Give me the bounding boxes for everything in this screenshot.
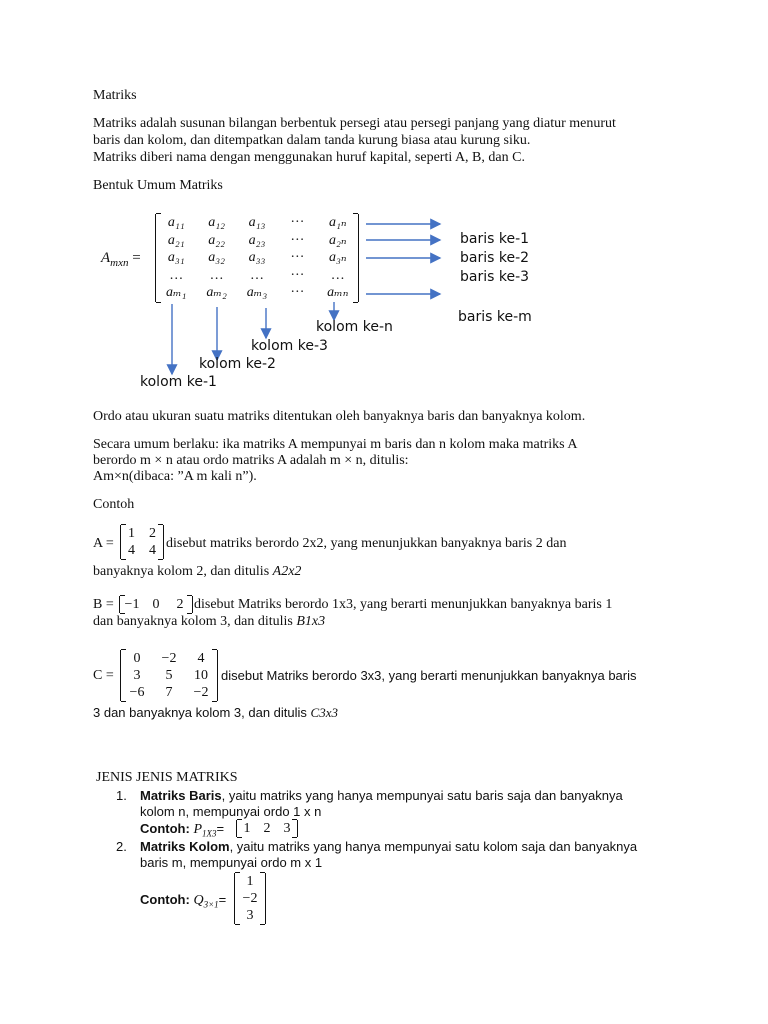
col-label-2: kolom ke-2: [199, 356, 276, 372]
matrix-cell: 1: [246, 874, 254, 889]
example-b-desc-2: dan banyaknya kolom 3, dan ditulis B1x3: [93, 614, 326, 629]
example-c-matrix: [120, 650, 218, 701]
matrix-cell: ···: [290, 232, 305, 248]
matrix-cell: 4: [149, 543, 156, 558]
matrix-cell: …: [169, 267, 184, 283]
matrix-cell: 2: [263, 821, 271, 836]
col-label-n: kolom ke-n: [316, 319, 393, 335]
example-b-desc: disebut Matriks berordo 1x3, yang berarti menunjukkan banyaknya baris 1: [194, 597, 613, 612]
matrix-cell: ···: [290, 250, 305, 265]
matrix-cell: 2: [176, 597, 184, 612]
matrix-cell: aₘ₁: [165, 285, 187, 300]
type-2-line-1: Matriks Kolom, yaitu matriks yang hanya mempunyai satu kolom saja dan banyaknya: [140, 839, 638, 854]
type-1-number: 1.: [116, 788, 127, 803]
matrix-cell: 4: [128, 543, 135, 558]
type-1-line-1: Matriks Baris, yaitu matriks yang hanya mempunyai satu baris saja dan banyaknya: [140, 788, 623, 803]
ordo-text: Ordo atau ukuran suatu matriks ditentukan oleh banyaknya baris dan banyaknya kolom.: [93, 409, 586, 424]
row-label-3: baris ke-3: [460, 269, 530, 285]
matrix-cell: −2: [161, 651, 177, 666]
matrix-cell: a₁₃: [248, 215, 266, 230]
type-2-example: Contoh: $Q_{3\times 1}=$: [140, 892, 227, 910]
col-label-1: kolom ke-1: [140, 374, 217, 390]
example-c-desc: disebut Matriks berordo 3x3, yang berarti menunjukkan banyaknya baris: [221, 668, 637, 683]
matrix-cell: …: [249, 267, 264, 283]
type-1-example: Contoh: $P_{1X3}=$: [140, 821, 225, 839]
example-b-name: B =: [93, 597, 114, 612]
example-c-name: C =: [93, 668, 114, 683]
example-a-desc-2: banyaknya kolom 2, dan ditulis A2x2: [93, 564, 302, 579]
matrix-cell: a₂₂: [208, 232, 225, 248]
example-a-matrix: [120, 525, 164, 559]
matrix-cell: a₃₁: [167, 250, 185, 265]
matrix-cell: a₂₃: [248, 232, 266, 248]
matrix-cell: 10: [194, 668, 208, 683]
general-matrix-lhs: $A_{mxn}$ =: [101, 250, 141, 269]
intro-line-2: baris dan kolom, dan ditempatkan dalam tanda kurung biasa atau kurung siku.: [93, 133, 531, 148]
matrix-cell: 3: [133, 668, 141, 683]
examples-heading: Contoh: [93, 497, 135, 512]
type-2-example-matrix: [234, 873, 266, 924]
matrix-cell: 4: [197, 651, 205, 666]
matrix-cell: a₁ₙ: [329, 215, 347, 230]
matrix-cell: 3: [246, 908, 254, 923]
matrix-cell: 2: [149, 526, 156, 541]
types-heading: JENIS JENIS MATRIKS: [96, 770, 238, 785]
matrix-cell: 0: [133, 651, 141, 666]
matrix-cell: aₘ₂: [206, 285, 227, 300]
matrix-cell: a₂₁: [167, 232, 185, 248]
ordo-general-1: Secara umum berlaku: ika matriks A mempunyai m baris dan n kolom maka matriks A: [93, 437, 578, 452]
matrix-cell: −1: [124, 597, 140, 612]
type-1-example-matrix: [236, 820, 298, 837]
matrix-cell: ···: [290, 285, 305, 300]
matrix-cell: 5: [165, 668, 173, 683]
example-b-matrix: [119, 596, 193, 613]
matrix-cell: 7: [165, 685, 173, 700]
page-title: Matriks: [93, 88, 137, 103]
ordo-general-3: Am×n(dibaca: ”A m kali n”).: [93, 469, 257, 484]
intro-line-1: Matriks adalah susunan bilangan berbentuk persegi atau persegi panjang yang diatur menurut: [93, 116, 616, 131]
col-label-3: kolom ke-3: [251, 338, 328, 354]
row-label-1: baris ke-1: [460, 231, 530, 247]
row-label-m: baris ke-m: [458, 309, 532, 325]
matrix-cell: a₃₃: [248, 250, 266, 265]
ordo-general-2: berordo m × n atau ordo matriks A adalah m × n, ditulis:: [93, 453, 409, 468]
example-c-desc-2: 3 dan banyaknya kolom 3, dan ditulis C3x3: [93, 705, 338, 720]
matrix-cell: a₁₁: [167, 215, 185, 230]
matrix-cell: ···: [290, 267, 305, 283]
matrix-cell: −2: [193, 685, 209, 700]
matrix-cell: ···: [290, 215, 305, 230]
matrix-cell: a₁₂: [208, 215, 225, 230]
matrix-cell: …: [209, 267, 224, 283]
matrix-cell: −2: [242, 891, 258, 906]
matrix-cell: aₘₙ: [327, 285, 349, 300]
matrix-cell: −6: [129, 685, 145, 700]
example-a-desc: disebut matriks berordo 2x2, yang menunjukkan banyaknya baris 2 dan: [166, 536, 567, 551]
matrix-cell: a₃ₙ: [329, 250, 347, 265]
row-label-2: baris ke-2: [460, 250, 530, 266]
intro-line-3: Matriks diberi nama dengan menggunakan huruf kapital, seperti A, B, dan C.: [93, 150, 525, 165]
matrix-cell: a₂ₙ: [329, 232, 347, 248]
matrix-cell: a₃₂: [208, 250, 225, 265]
type-2-number: 2.: [116, 839, 127, 854]
matrix-cell: 3: [283, 821, 291, 836]
matrix-cell: 0: [152, 597, 160, 612]
matrix-cell: 1: [128, 526, 135, 541]
matrix-cell: …: [330, 267, 345, 283]
general-form-heading: Bentuk Umum Matriks: [93, 178, 223, 193]
matrix-cell: aₘ₃: [246, 285, 268, 300]
type-2-line-2: baris m, mempunyai ordo m x 1: [140, 855, 323, 870]
matrix-cell: 1: [243, 821, 251, 836]
type-1-line-2: kolom n, mempunyai ordo 1 x n: [140, 804, 322, 819]
example-a-name: A =: [93, 536, 114, 551]
